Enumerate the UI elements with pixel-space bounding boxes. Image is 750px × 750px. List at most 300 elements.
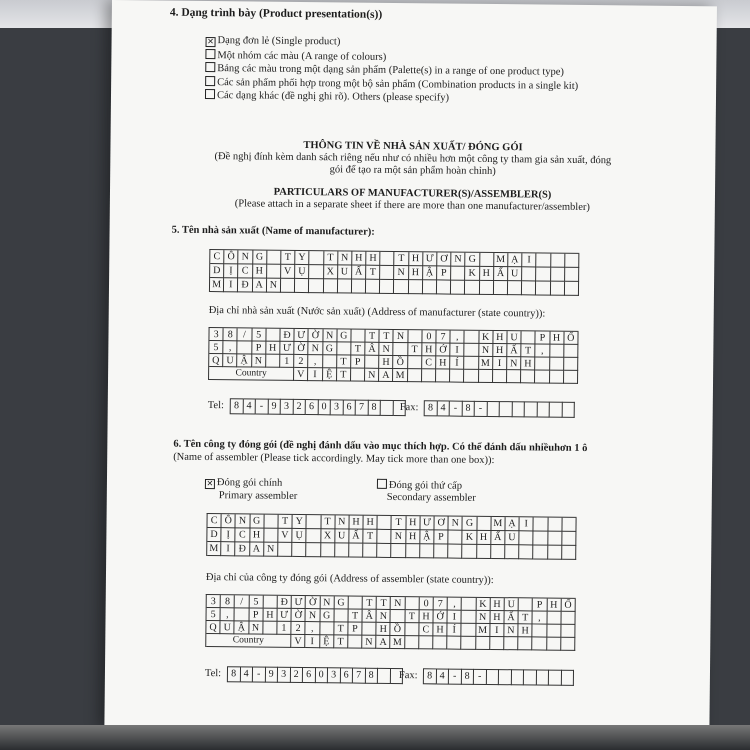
grid-cell[interactable]: Ư xyxy=(292,596,306,609)
grid-cell[interactable]: H xyxy=(480,267,494,281)
grid-cell[interactable]: , xyxy=(533,611,547,624)
grid-cell[interactable]: / xyxy=(238,328,252,341)
digit-box[interactable]: 3 xyxy=(278,667,291,683)
grid-cell[interactable]: Ô xyxy=(222,514,236,528)
grid-cell[interactable]: Ụ xyxy=(295,265,309,279)
grid-cell[interactable]: Í xyxy=(448,624,462,637)
grid-cell[interactable]: Q xyxy=(206,621,220,634)
digit-box[interactable]: 8 xyxy=(230,398,244,414)
grid-cell[interactable] xyxy=(451,267,465,281)
grid-cell[interactable]: H xyxy=(377,623,391,636)
grid-cell[interactable] xyxy=(450,370,464,383)
grid-cell[interactable]: T xyxy=(521,344,535,357)
grid-cell[interactable] xyxy=(548,518,562,532)
grid-cell[interactable]: H xyxy=(409,266,423,280)
grid-cell[interactable] xyxy=(562,546,576,560)
grid-cell[interactable] xyxy=(533,624,547,637)
grid-cell[interactable]: K xyxy=(479,331,493,344)
grid-cell[interactable]: T xyxy=(519,611,533,624)
grid-cell[interactable]: Ậ xyxy=(235,621,249,634)
secondary-assembler-option[interactable] xyxy=(377,479,462,492)
grid-cell[interactable] xyxy=(263,596,277,609)
grid-cell[interactable]: A xyxy=(376,636,390,649)
digit-box[interactable]: - xyxy=(475,401,488,417)
grid-cell[interactable]: G xyxy=(466,253,480,267)
grid-cell[interactable]: N xyxy=(504,624,518,637)
grid-cell[interactable]: Ậ xyxy=(420,530,434,544)
presentation-option-checkbox[interactable]: ✕ xyxy=(207,36,214,47)
grid-cell[interactable] xyxy=(561,625,575,638)
grid-cell[interactable]: , xyxy=(221,608,235,621)
grid-cell[interactable]: N xyxy=(395,266,409,280)
grid-cell[interactable] xyxy=(479,370,493,383)
grid-cell[interactable]: N xyxy=(476,611,490,624)
grid-cell[interactable]: , xyxy=(536,344,550,357)
grid-cell[interactable]: Y xyxy=(295,251,309,265)
grid-cell[interactable]: H xyxy=(253,264,267,278)
grid-cell[interactable]: G xyxy=(337,329,351,342)
grid-cell[interactable] xyxy=(309,279,323,293)
grid-cell[interactable] xyxy=(494,281,508,295)
grid-cell[interactable]: H xyxy=(477,531,491,545)
grid-cell[interactable]: Đ xyxy=(236,542,250,556)
grid-cell[interactable]: H xyxy=(349,516,363,530)
grid-cell[interactable]: H xyxy=(547,599,561,612)
grid-cell[interactable] xyxy=(477,517,491,531)
grid-cell[interactable]: X xyxy=(324,265,338,279)
digit-box[interactable] xyxy=(524,669,537,685)
grid-cell[interactable]: Â xyxy=(365,343,379,356)
grid-cell[interactable]: H xyxy=(366,252,380,266)
grid-cell[interactable] xyxy=(551,254,565,268)
grid-cell[interactable] xyxy=(533,545,547,559)
grid-cell[interactable] xyxy=(366,280,380,294)
manufacturer-tel-boxes[interactable] xyxy=(230,398,406,416)
presentation-option-checkbox[interactable] xyxy=(205,89,215,99)
grid-cell[interactable]: V xyxy=(278,529,292,543)
grid-cell[interactable]: I xyxy=(450,344,464,357)
digit-box[interactable] xyxy=(500,401,513,417)
digit-box[interactable] xyxy=(525,401,538,417)
grid-cell[interactable]: N xyxy=(239,250,253,264)
grid-cell[interactable] xyxy=(464,370,478,383)
grid-cell[interactable] xyxy=(394,280,408,294)
grid-cell[interactable]: N xyxy=(380,343,394,356)
digit-box[interactable]: 0 xyxy=(318,399,331,415)
digit-box[interactable]: 9 xyxy=(265,667,278,683)
grid-cell[interactable]: K xyxy=(476,598,490,611)
grid-cell[interactable] xyxy=(465,281,479,295)
grid-cell[interactable] xyxy=(491,545,505,559)
grid-cell[interactable]: K xyxy=(463,531,477,545)
grid-cell[interactable] xyxy=(408,356,422,369)
grid-cell[interactable]: Ớ xyxy=(433,610,447,623)
digit-box[interactable]: 6 xyxy=(303,667,316,683)
grid-cell[interactable]: Ư xyxy=(280,342,294,355)
digit-box[interactable]: 6 xyxy=(340,667,353,683)
grid-cell[interactable]: M xyxy=(476,624,490,637)
grid-cell[interactable]: Ố xyxy=(561,599,575,612)
grid-cell[interactable] xyxy=(493,370,507,383)
grid-cell[interactable]: P xyxy=(533,598,547,611)
digit-box[interactable]: 8 xyxy=(461,669,474,685)
grid-cell[interactable]: N xyxy=(249,621,263,634)
grid-cell[interactable]: H xyxy=(409,252,423,266)
digit-box[interactable] xyxy=(512,401,525,417)
grid-cell[interactable]: H xyxy=(406,530,420,544)
grid-cell[interactable] xyxy=(238,341,252,354)
grid-cell[interactable] xyxy=(561,638,575,651)
grid-cell[interactable]: T xyxy=(337,368,351,381)
digit-box[interactable]: 6 xyxy=(343,399,356,415)
grid-cell[interactable] xyxy=(504,637,518,650)
digit-box[interactable]: 8 xyxy=(227,666,241,682)
digit-box[interactable]: 7 xyxy=(353,668,366,684)
grid-cell[interactable] xyxy=(307,529,321,543)
grid-cell[interactable] xyxy=(323,279,337,293)
grid-cell[interactable]: Ụ xyxy=(292,529,306,543)
digit-box[interactable]: - xyxy=(256,399,269,415)
grid-cell[interactable]: N xyxy=(252,354,266,367)
digit-box[interactable]: - xyxy=(450,401,463,417)
grid-cell[interactable] xyxy=(362,623,376,636)
grid-cell[interactable]: 5 xyxy=(252,328,266,341)
grid-cell[interactable]: H xyxy=(493,344,507,357)
grid-cell[interactable]: Í xyxy=(450,357,464,370)
grid-cell[interactable]: Ị xyxy=(222,528,236,542)
digit-box[interactable] xyxy=(537,401,550,417)
grid-cell[interactable] xyxy=(378,516,392,530)
primary-assembler-option[interactable] xyxy=(205,477,282,490)
grid-cell[interactable] xyxy=(423,280,437,294)
grid-cell[interactable]: P xyxy=(437,266,451,280)
grid-cell[interactable]: 1 xyxy=(277,622,291,635)
grid-cell[interactable]: T xyxy=(337,355,351,368)
grid-cell[interactable]: Ồ xyxy=(391,623,405,636)
grid-cell[interactable]: P xyxy=(249,608,263,621)
grid-cell[interactable]: N xyxy=(507,357,521,370)
grid-cell[interactable] xyxy=(434,544,448,558)
grid-cell[interactable]: H xyxy=(433,623,447,636)
grid-cell[interactable]: Ạ xyxy=(508,253,522,267)
grid-cell[interactable]: I xyxy=(520,517,534,531)
grid-cell[interactable]: T xyxy=(324,251,338,265)
grid-cell[interactable]: M xyxy=(210,278,224,292)
grid-cell[interactable]: Ấ xyxy=(349,530,363,544)
grid-cell[interactable] xyxy=(519,545,533,559)
grid-cell[interactable] xyxy=(547,625,561,638)
digit-box[interactable]: 4 xyxy=(436,668,449,684)
grid-cell[interactable]: Ấ xyxy=(504,611,518,624)
presentation-option-checkbox[interactable] xyxy=(205,62,215,72)
grid-cell[interactable]: M xyxy=(494,253,508,267)
grid-cell[interactable] xyxy=(565,282,579,296)
grid-cell[interactable] xyxy=(380,280,394,294)
grid-cell[interactable]: Y xyxy=(293,515,307,529)
grid-cell[interactable]: P xyxy=(434,530,448,544)
grid-cell[interactable]: Ô xyxy=(224,250,238,264)
grid-cell[interactable]: T xyxy=(408,343,422,356)
grid-cell[interactable] xyxy=(550,282,564,296)
grid-cell[interactable]: P xyxy=(536,331,550,344)
grid-cell[interactable]: U xyxy=(507,331,521,344)
assembler-fax-boxes[interactable] xyxy=(423,668,574,686)
digit-box[interactable]: 8 xyxy=(424,400,438,416)
grid-cell[interactable] xyxy=(235,608,249,621)
grid-cell[interactable] xyxy=(562,518,576,532)
grid-cell[interactable]: Ậ xyxy=(238,354,252,367)
grid-cell[interactable]: U xyxy=(338,265,352,279)
grid-cell[interactable]: Q xyxy=(209,354,223,367)
grid-cell[interactable] xyxy=(295,279,309,293)
grid-cell[interactable]: N xyxy=(335,515,349,529)
grid-cell[interactable]: T xyxy=(351,343,365,356)
grid-cell[interactable]: G xyxy=(463,517,477,531)
grid-cell[interactable] xyxy=(463,545,477,559)
digit-box[interactable]: 3 xyxy=(281,399,294,415)
assembler-tel-boxes[interactable] xyxy=(227,666,403,684)
grid-cell[interactable]: 7 xyxy=(434,597,448,610)
grid-cell[interactable]: P xyxy=(252,341,266,354)
grid-cell[interactable]: 0 xyxy=(422,330,436,343)
grid-cell[interactable]: N xyxy=(306,609,320,622)
grid-cell[interactable]: I xyxy=(221,542,235,556)
grid-cell[interactable] xyxy=(365,356,379,369)
grid-cell[interactable]: N xyxy=(451,253,465,267)
grid-cell[interactable]: / xyxy=(235,595,249,608)
grid-cell[interactable]: , xyxy=(448,598,462,611)
assembler-address-grid[interactable] xyxy=(205,594,575,651)
grid-cell[interactable]: A xyxy=(253,278,267,292)
digit-box[interactable]: 9 xyxy=(268,399,281,415)
grid-cell[interactable]: Ơ xyxy=(437,252,451,266)
grid-cell[interactable] xyxy=(519,598,533,611)
grid-cell[interactable]: 2 xyxy=(291,622,305,635)
grid-cell[interactable] xyxy=(547,612,561,625)
grid-cell[interactable]: N xyxy=(391,597,405,610)
grid-cell[interactable] xyxy=(518,637,532,650)
grid-cell[interactable]: H xyxy=(490,611,504,624)
grid-cell[interactable] xyxy=(377,544,391,558)
grid-cell[interactable]: I xyxy=(493,357,507,370)
grid-cell[interactable] xyxy=(264,529,278,543)
digit-box[interactable]: 3 xyxy=(328,667,341,683)
assembler-name-grid[interactable] xyxy=(206,513,576,560)
grid-cell[interactable]: T xyxy=(395,252,409,266)
grid-cell[interactable]: Ị xyxy=(224,264,238,278)
grid-cell[interactable] xyxy=(419,636,433,649)
grid-cell[interactable]: N xyxy=(309,342,323,355)
grid-cell[interactable]: T xyxy=(321,515,335,529)
presentation-option-checkbox[interactable] xyxy=(205,75,215,85)
grid-cell[interactable]: D xyxy=(210,264,224,278)
grid-cell[interactable]: I xyxy=(306,635,320,648)
grid-cell[interactable]: U xyxy=(335,529,349,543)
manufacturer-fax-boxes[interactable] xyxy=(424,400,575,418)
grid-cell[interactable] xyxy=(405,636,419,649)
grid-cell[interactable]: T xyxy=(380,330,394,343)
grid-cell[interactable]: Ẩ xyxy=(491,531,505,545)
digit-box[interactable]: 2 xyxy=(290,667,303,683)
grid-cell[interactable]: 8 xyxy=(221,595,235,608)
grid-cell[interactable]: T xyxy=(377,597,391,610)
digit-box[interactable]: - xyxy=(449,669,462,685)
grid-cell[interactable]: 1 xyxy=(280,355,294,368)
grid-cell[interactable] xyxy=(536,267,550,281)
grid-cell[interactable]: Ờ xyxy=(306,596,320,609)
grid-cell[interactable] xyxy=(451,281,465,295)
grid-cell[interactable] xyxy=(465,344,479,357)
grid-cell[interactable]: H xyxy=(419,610,433,623)
grid-cell[interactable]: I xyxy=(490,624,504,637)
digit-box[interactable]: 7 xyxy=(356,400,369,416)
grid-cell[interactable] xyxy=(536,281,550,295)
grid-cell[interactable]: , xyxy=(308,355,322,368)
grid-cell[interactable]: T xyxy=(278,515,292,529)
grid-cell[interactable]: T xyxy=(363,597,377,610)
grid-cell[interactable] xyxy=(562,532,576,546)
grid-cell[interactable]: Ố xyxy=(564,332,578,345)
grid-cell[interactable]: 5 xyxy=(249,595,263,608)
grid-cell[interactable]: H xyxy=(490,598,504,611)
grid-cell[interactable]: N xyxy=(394,330,408,343)
digit-box[interactable]: - xyxy=(253,667,266,683)
grid-cell[interactable]: D xyxy=(207,528,221,542)
grid-cell[interactable]: I xyxy=(224,278,238,292)
grid-cell[interactable]: H xyxy=(521,357,535,370)
grid-cell[interactable] xyxy=(433,636,447,649)
grid-cell[interactable] xyxy=(533,637,547,650)
grid-cell[interactable]: M xyxy=(491,517,505,531)
grid-cell[interactable]: 0 xyxy=(419,597,433,610)
grid-cell[interactable] xyxy=(422,369,436,382)
grid-cell[interactable] xyxy=(351,369,365,382)
grid-cell[interactable]: Ấ xyxy=(352,266,366,280)
grid-cell[interactable] xyxy=(266,355,280,368)
grid-cell[interactable]: I xyxy=(522,253,536,267)
digit-box[interactable]: 4 xyxy=(437,400,450,416)
grid-cell[interactable]: Đ xyxy=(278,596,292,609)
grid-cell[interactable] xyxy=(335,543,349,557)
grid-cell[interactable]: 3 xyxy=(209,328,223,341)
grid-cell[interactable]: G xyxy=(253,250,267,264)
grid-cell[interactable] xyxy=(392,544,406,558)
digit-box[interactable] xyxy=(381,400,394,416)
grid-cell[interactable]: T xyxy=(392,516,406,530)
digit-box[interactable]: 8 xyxy=(423,668,437,684)
grid-cell[interactable] xyxy=(522,281,536,295)
grid-cell[interactable]: H xyxy=(518,624,532,637)
grid-cell[interactable]: U xyxy=(505,598,519,611)
grid-cell[interactable]: Ư xyxy=(295,329,309,342)
grid-cell[interactable] xyxy=(409,280,423,294)
grid-cell[interactable]: N xyxy=(362,636,376,649)
digit-box[interactable] xyxy=(536,669,549,685)
grid-cell[interactable]: P xyxy=(348,623,362,636)
grid-cell[interactable] xyxy=(462,624,476,637)
digit-box[interactable] xyxy=(378,668,391,684)
digit-box[interactable]: - xyxy=(474,669,487,685)
digit-box[interactable]: 8 xyxy=(365,668,378,684)
grid-cell[interactable]: H xyxy=(266,342,280,355)
grid-cell[interactable] xyxy=(307,515,321,529)
grid-cell[interactable]: A xyxy=(250,542,264,556)
grid-cell[interactable]: N xyxy=(320,596,334,609)
grid-cell[interactable]: M xyxy=(207,542,221,556)
grid-cell[interactable] xyxy=(447,637,461,650)
grid-cell[interactable] xyxy=(267,265,281,279)
grid-cell[interactable] xyxy=(448,545,462,559)
grid-cell[interactable]: H xyxy=(250,528,264,542)
grid-cell[interactable] xyxy=(505,545,519,559)
grid-cell[interactable]: 5 xyxy=(207,608,221,621)
grid-cell[interactable]: Â xyxy=(363,610,377,623)
grid-cell[interactable] xyxy=(394,343,408,356)
digit-box[interactable] xyxy=(561,670,574,686)
grid-cell[interactable] xyxy=(548,546,562,560)
grid-cell[interactable]: 8 xyxy=(224,328,238,341)
grid-cell[interactable] xyxy=(550,358,564,371)
grid-cell[interactable] xyxy=(551,268,565,282)
grid-cell[interactable] xyxy=(508,281,522,295)
grid-cell[interactable]: , xyxy=(223,341,237,354)
grid-cell[interactable] xyxy=(480,253,494,267)
grid-cell[interactable] xyxy=(408,369,422,382)
secondary-assembler-checkbox[interactable] xyxy=(377,479,387,489)
grid-cell[interactable]: H xyxy=(406,516,420,530)
grid-cell[interactable]: C xyxy=(207,514,221,528)
grid-cell[interactable]: X xyxy=(321,529,335,543)
grid-cell[interactable]: G xyxy=(323,342,337,355)
digit-box[interactable] xyxy=(499,669,512,685)
grid-cell[interactable] xyxy=(462,598,476,611)
grid-cell[interactable] xyxy=(266,329,280,342)
digit-box[interactable] xyxy=(562,402,575,418)
grid-cell[interactable]: N xyxy=(323,329,337,342)
grid-cell[interactable] xyxy=(323,355,337,368)
grid-cell[interactable]: 7 xyxy=(436,330,450,343)
grid-cell[interactable] xyxy=(405,597,419,610)
grid-cell[interactable] xyxy=(349,544,363,558)
grid-cell[interactable]: K xyxy=(465,267,479,281)
digit-box[interactable]: 2 xyxy=(293,399,306,415)
grid-cell[interactable]: H xyxy=(263,609,277,622)
grid-cell[interactable] xyxy=(292,543,306,557)
grid-cell[interactable]: T xyxy=(405,610,419,623)
grid-cell[interactable] xyxy=(348,636,362,649)
grid-cell[interactable] xyxy=(564,358,578,371)
grid-cell[interactable] xyxy=(334,609,348,622)
grid-cell[interactable]: Đ xyxy=(238,278,252,292)
grid-cell[interactable]: C xyxy=(236,528,250,542)
presentation-option-checkbox[interactable] xyxy=(205,48,215,58)
grid-cell[interactable]: V xyxy=(294,368,308,381)
grid-cell[interactable]: N xyxy=(377,610,391,623)
grid-cell[interactable]: , xyxy=(306,622,320,635)
grid-cell[interactable] xyxy=(462,637,476,650)
grid-cell[interactable]: Đ xyxy=(280,329,294,342)
digit-box[interactable]: 8 xyxy=(368,400,381,416)
digit-box[interactable] xyxy=(486,669,499,685)
grid-cell[interactable]: Ờ xyxy=(292,609,306,622)
grid-cell[interactable] xyxy=(306,543,320,557)
grid-cell[interactable]: , xyxy=(451,331,465,344)
grid-cell[interactable]: H xyxy=(550,332,564,345)
grid-cell[interactable]: U xyxy=(508,267,522,281)
grid-cell[interactable]: C xyxy=(238,264,252,278)
grid-cell[interactable]: U xyxy=(221,621,235,634)
manufacturer-address-grid[interactable] xyxy=(208,327,578,384)
